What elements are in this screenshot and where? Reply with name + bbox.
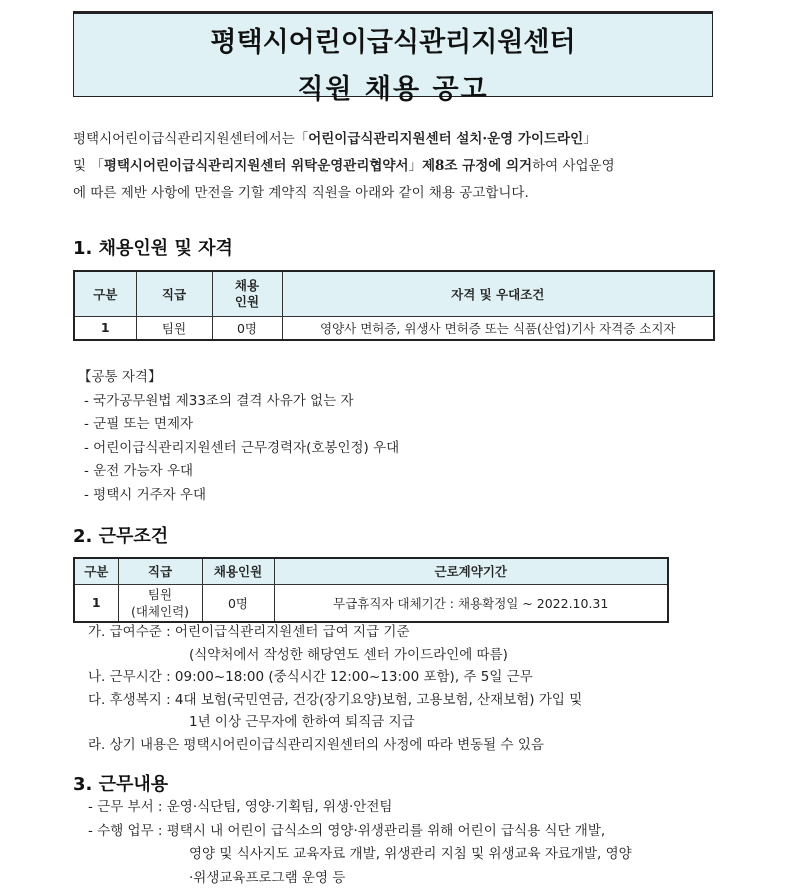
cell-rank-note: (대체인력) (119, 603, 202, 620)
cell-count: 0명 (202, 584, 274, 622)
cell-rank (118, 584, 202, 622)
header-count: 채용 인원 (212, 271, 282, 316)
cell-count: 0명 (212, 316, 282, 340)
recruit-table (73, 270, 715, 341)
intro-p2-mid: 」 (409, 158, 423, 174)
condition-hours: 나. 근무시간 : 09:00~18:00 (중식시간 12:00~13:00 포함), 주 5일 근무 (88, 666, 582, 689)
common-qualifications (78, 366, 399, 507)
work-duties-cont: 영양 및 식사지도 교육자료 개발, 위생관리 지침 및 위생교육 자료개발, 영양 (88, 843, 632, 867)
intro-p1-bold: 어린이급식관리지원센터 설치·운영 가이드라인 (308, 131, 583, 147)
list-item: - 군필 또는 면제자 (78, 413, 399, 437)
cell-period: 무급휴직자 대체기간 : 채용확정일 ~ 2022.10.31 (274, 584, 668, 622)
condition-welfare-note: 1년 이상 근무자에 한하여 퇴직금 지급 (88, 711, 582, 734)
conditions-table (73, 557, 669, 623)
table-row (74, 584, 668, 622)
conditions-list (88, 621, 582, 756)
list-item: - 어린이급식관리지원센터 근무경력자(호봉인정) 우대 (78, 437, 399, 461)
section3-heading: 3. 근무내용 (73, 770, 168, 796)
cell-qualification: 영양사 면허증, 위생사 면허증 또는 식품(산업)기사 자격증 소지자 (282, 316, 714, 340)
cell-rank: 팀원 (136, 316, 212, 340)
header-category: 구분 (74, 271, 136, 316)
conditions-table-header (74, 558, 668, 584)
cell-no: 1 (74, 316, 136, 340)
section2-heading: 2. 근무조건 (73, 522, 168, 548)
list-item: - 운전 가능자 우대 (78, 460, 399, 484)
condition-notice: 라. 상기 내용은 평택시어린이급식관리지원센터의 사정에 따라 변동될 수 있음 (88, 734, 582, 757)
work-list (88, 796, 632, 890)
common-title: 【공통 자격】 (78, 366, 399, 390)
work-duties-cont2: ·위생교육프로그램 운영 등 (88, 867, 632, 890)
title-line-1: 평택시어린이급식관리지원센터 (74, 20, 712, 59)
work-duties: - 수행 업무 : 평택시 내 어린이 급식소의 영양·위생관리를 위해 어린이 급식용 식단 개발, (88, 820, 632, 844)
title-line-2: 직원 채용 공고 (74, 67, 712, 106)
condition-welfare: 다. 후생복지 : 4대 보험(국민연금, 건강(장기요양)보험, 고용보험, 산재보험) 가입 및 (88, 689, 582, 712)
section1-heading: 1. 채용인원 및 자격 (73, 234, 233, 260)
intro-p1: 평택시어린이급식관리지원센터에서는「 (73, 131, 308, 147)
condition-salary: 가. 급여수준 : 어린이급식관리지원센터 급여 지급 기준 (88, 621, 582, 644)
intro-p2-start: 및 「 (73, 158, 104, 174)
header-category: 구분 (74, 558, 118, 584)
cell-no: 1 (74, 584, 118, 622)
header-rank: 직급 (136, 271, 212, 316)
title-box (73, 11, 713, 97)
list-item: - 평택시 거주자 우대 (78, 484, 399, 508)
header-period: 근로계약기간 (274, 558, 668, 584)
intro-p3: 에 따른 제반 사항에 만전을 기할 계약직 직원을 아래와 같이 채용 공고합니다. (73, 180, 718, 207)
header-rank: 직급 (118, 558, 202, 584)
work-department: - 근무 부서 : 운영·식단팀, 영양·기획팀, 위생·안전팀 (88, 796, 632, 820)
condition-salary-note: (식약처에서 작성한 해당연도 센터 가이드라인에 따름) (88, 644, 582, 667)
list-item: - 국가공무원법 제33조의 결격 사유가 없는 자 (78, 390, 399, 414)
intro-p2-bold: 평택시어린이급식관리지원센터 위탁운영관리협약서 (104, 158, 409, 174)
cell-rank-title: 팀원 (119, 586, 202, 603)
intro-p2-end: 하여 사업운영 (532, 158, 615, 174)
intro-paragraph (73, 126, 718, 207)
header-qualification: 자격 및 우대조건 (282, 271, 714, 316)
recruit-table-header (74, 271, 714, 316)
intro-p1-end: 」 (583, 131, 597, 147)
table-row (74, 316, 714, 340)
header-count: 채용인원 (202, 558, 274, 584)
intro-p2-bold2: 제8조 규정에 의거 (422, 158, 532, 174)
